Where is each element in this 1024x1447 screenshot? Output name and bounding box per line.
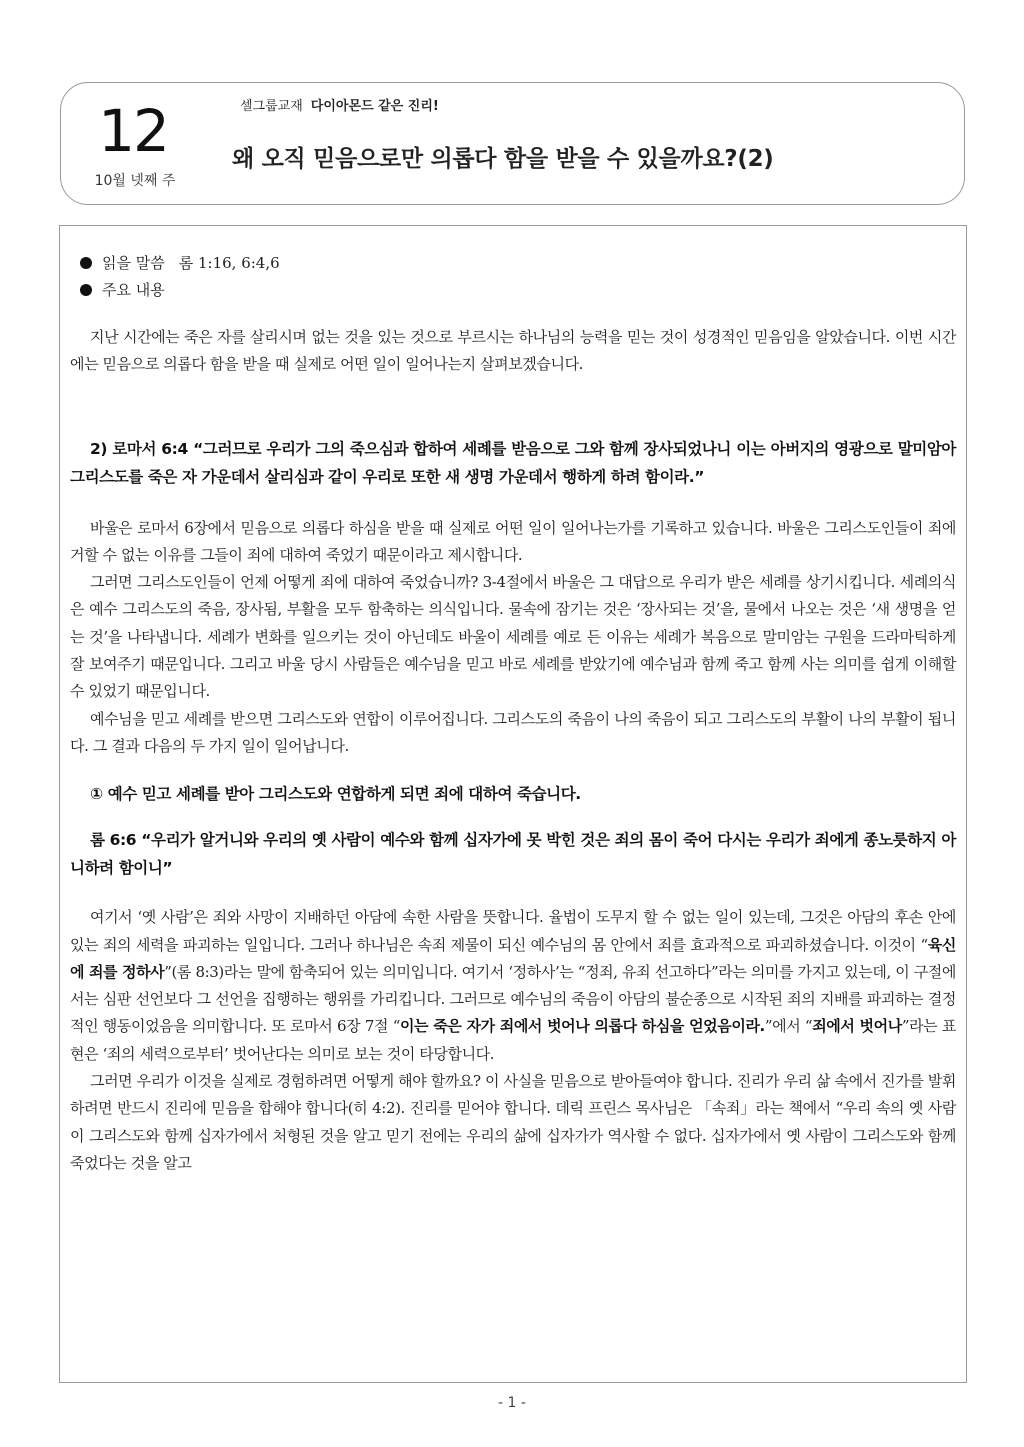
series-label: 셀그룹교재	[240, 99, 303, 114]
lesson-number: 12	[98, 97, 168, 165]
lesson-title: 왜 오직 믿음으로만 의롭다 함을 받을 수 있을까요?(2)	[232, 146, 774, 172]
series-title: 다이아몬드 같은 진리!	[310, 99, 439, 114]
paragraph-4-part-c: ”(롬 8:3)라는 말에 함축되어 있는 의미입니다. 여기서 ‘정하사’는 “정죄, 유죄 선고하다”라는 의미를 가지고 있는데, 이 구절에서는 심판 선언보다 그 선언을 집행하는 행위를 가리킵니다. 그러므로 예수님의 죽음이 아담의 불순종으로 시작된 죄의 지배를 파괴하는 결정적인 행동이었음을 의미합니다. 또 로마서 6장 7절 “	[70, 962, 956, 1036]
paragraph-4-part-e: ”에서 “	[764, 1017, 813, 1036]
point-1: ① 예수 믿고 세례를 받아 그리스도와 연합하게 되면 죄에 대하여 죽습니다.	[90, 785, 581, 804]
page-number: - 1 -	[498, 1395, 526, 1411]
series-line	[240, 95, 439, 114]
paragraph-1: 바울은 로마서 6장에서 믿음으로 의롭다 하심을 받을 때 실제로 어떤 일이 일어나는가를 기록하고 있습니다. 바울은 그리스도인들이 죄에 거할 수 없는 이유를 그들이 죄에 대하여 죽었기 때문이라고 제시합니다.	[70, 518, 956, 564]
lesson-week: 10월 넷째 주	[94, 173, 176, 189]
reading-label: 읽을 말씀	[102, 254, 165, 272]
paragraph-4-emphasis-3: 죄에서 벗어나	[812, 1017, 902, 1036]
paragraph-4	[70, 904, 956, 1068]
paragraph-4-part-a: 여기서 ‘옛 사람’은 죄와 사망이 지배하던 아담에 속한 사람을 뜻합니다. 율법이 도무지 할 수 없는 일이 있는데, 그것은 아담의 후손 안에 있는 죄의 세력을 파괴하는 일입니다. 그러나 하나님은 속죄 제물이 되신 예수님의 몸 안에서 죄를 효과적으로 파괴하셨습니다. 이것이 “	[70, 908, 956, 954]
paragraph-5: 그러면 우리가 이것을 실제로 경험하려면 어떻게 해야 할까요? 이 사실을 믿음으로 받아들여야 합니다. 진리가 우리 삶 속에서 진가를 발휘하려면 반드시 진리에 믿음을 합해야 합니다(히 4:2). 진리를 믿어야 합니다. 데릭 프린스 목사님은 「속죄」라는 책에서 “우리 속의 옛 사람이 그리스도와 함께 십자가에서 처형된 것을 알고 믿기 전에는 우리의 삶에 십자가가 역사할 수 없다. 십자가에서 옛 사람이 그리스도와 함께 죽었다는 것을 알고	[70, 1072, 956, 1172]
intro-paragraph: 지난 시간에는 죽은 자를 살리시며 없는 것을 있는 것으로 부르시는 하나님의 능력을 믿는 것이 성경적인 믿음임을 알았습니다. 이번 시간에는 믿음으로 의롭다 함을 받을 때 실제로 어떤 일이 일어나는지 살펴보겠습니다.	[70, 328, 956, 374]
paragraph-4-part-g: ”라는 표현은 ‘죄의 세력으로부터’ 벗어난다는 의미로 보는 것이 타당합니다.	[70, 1017, 956, 1063]
bullet-dot-icon	[80, 284, 92, 296]
reading-bullet	[80, 250, 956, 277]
verse-romans-6-4: 2) 로마서 6:4 “그러므로 우리가 그의 죽으심과 합하여 세례를 받음으로 그와 함께 장사되었나니 이는 아버지의 영광으로 말미암아 그리스도를 죽은 자 가운데서 살리심과 같이 우리로 또한 새 생명 가운데서 행하게 하려 함이라.”	[70, 439, 956, 486]
paragraph-4-emphasis-2: 이는 죽은 자가 죄에서 벗어나 의롭다 하심을 얻었음이라.	[399, 1017, 765, 1036]
paragraph-3: 예수님을 믿고 세례를 받으면 그리스도와 연합이 이루어집니다. 그리스도의 죽음이 나의 죽음이 되고 그리스도의 부활이 나의 부활이 됩니다. 그 결과 다음의 두 가지 일이 일어납니다.	[70, 709, 956, 755]
content	[70, 250, 956, 1177]
paragraph-2: 그러면 그리스도인들이 언제 어떻게 죄에 대하여 죽었습니까? 3-4절에서 바울은 그 대답으로 우리가 받은 세례를 상기시킵니다. 세례의식은 예수 그리스도의 죽음, 장사됨, 부활을 모두 함축하는 의식입니다. 물속에 잠기는 것은 ‘장사되는 것’을, 물에서 나오는 것은 ‘새 생명을 얻는 것’을 나타냅니다. 세례가 변화를 일으키는 것이 아닌데도 바울이 세례를 예로 든 이유는 세례가 복음으로 말미암는 구원을 드라마틱하게 잘 보여주기 때문입니다. 그리고 바울 당시 사람들은 예수님을 믿고 바로 세례를 받았기에 예수님과 함께 죽고 함께 사는 의미를 쉽게 이해할 수 있었기 때문입니다.	[70, 573, 956, 701]
verse-romans-6-6: 롬 6:6 “우리가 알거니와 우리의 옛 사람이 예수와 함께 십자가에 못 박힌 것은 죄의 몸이 죽어 다시는 우리가 죄에게 종노릇하지 아니하려 함이니”	[70, 831, 956, 878]
summary-bullet	[80, 277, 956, 304]
bullet-dot-icon	[80, 257, 92, 269]
reading-value: 롬 1:16, 6:4,6	[178, 254, 280, 272]
paragraph-4-emphasis-1: 육신에 죄를 정하사	[70, 935, 956, 981]
summary-label: 주요 내용	[102, 281, 165, 299]
